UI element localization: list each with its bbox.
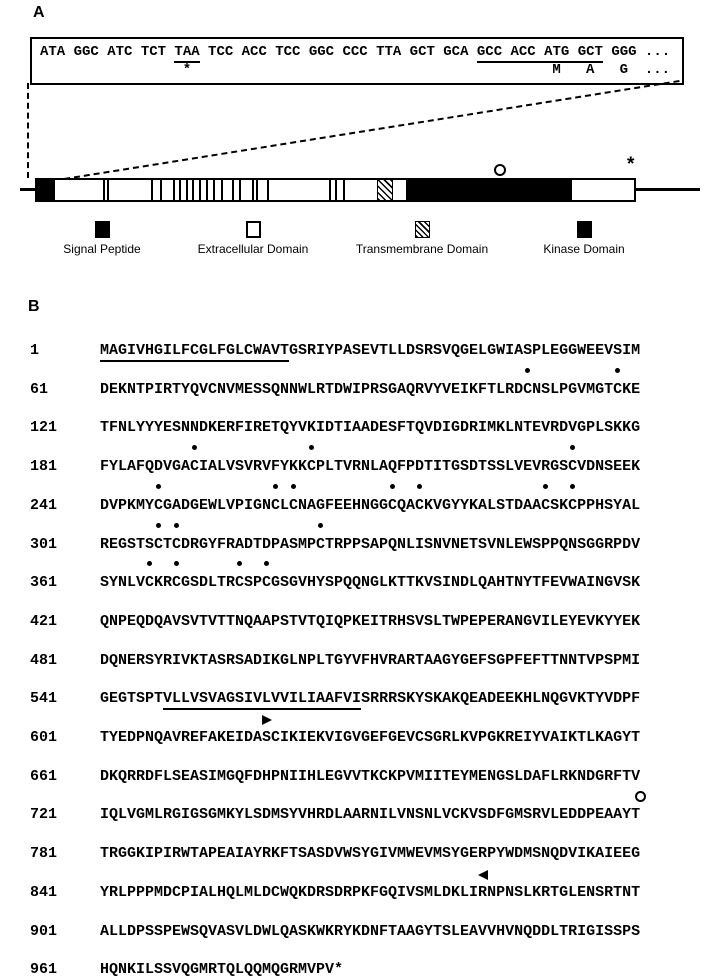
open-circle-marker <box>494 164 506 176</box>
residue-number: 541 <box>30 690 58 708</box>
amino-acid-sequence: HQNKILSSVQGMRTQLQQMQGRMVPV* <box>100 961 344 979</box>
signal-peptide-segment <box>37 180 55 200</box>
right-arrowhead-marker <box>262 715 272 725</box>
cysteine-stripe <box>256 180 258 200</box>
cysteine-stripe <box>213 180 215 200</box>
sequence-row-601 <box>0 729 715 755</box>
sequence-row-841 <box>0 884 715 910</box>
cysteine-stripe <box>199 180 201 200</box>
cysteine-stripe <box>186 180 188 200</box>
sequence-row-1 <box>0 342 715 368</box>
cysteine-dot-marker <box>615 368 620 373</box>
cysteine-stripe <box>192 180 194 200</box>
sequence-row-361 <box>0 574 715 600</box>
sequence-row-301 <box>0 536 715 562</box>
residue-number: 601 <box>30 729 58 746</box>
amino-acid-sequence: QNPEQDQAVSVTVTTNQAAPSTVTQIQPKEITRHSVSLTWPEPERANGVILEYEVKYYEK <box>100 612 641 630</box>
residue-number: 1 <box>30 342 40 359</box>
cysteine-stripe <box>160 180 162 200</box>
black-swatch-icon <box>95 221 110 238</box>
dna-underlined-codon: GCC ACC ATG GCT <box>477 44 603 63</box>
translation-residue-label: G <box>619 62 628 78</box>
residue-number: 961 <box>30 961 58 979</box>
amino-acid-sequence: REGSTSCTCDRGYFRADTDPASMPCTRPPSAPQNLISNVNETSVNLEWSPPQNSGGRPDV <box>100 535 641 553</box>
legend-item-signal-peptide <box>17 221 187 256</box>
sequence-row-961 <box>0 961 715 979</box>
cysteine-stripe <box>267 180 269 200</box>
legend-label: Transmembrane Domain <box>355 242 489 256</box>
underlined-domain-sequence: MAGIVHGILFCGLFGLCWAVT <box>100 342 289 362</box>
cysteine-stripe <box>335 180 337 200</box>
cysteine-stripe <box>232 180 234 200</box>
cysteine-dot-marker <box>309 445 314 450</box>
amino-acid-sequence: SYNLVCKRCGSDLTRCSPCGSGVHYSPQQNGLKTTKVSINDLQAHTNYTFEVWAINGVSK <box>100 574 641 592</box>
cysteine-dot-marker <box>417 484 422 489</box>
cysteine-stripe <box>239 180 241 200</box>
amino-acid-sequence: GEGTSPTVLLVSVAGSIVLVVILIAAFVISRRRSKYSKAKQEADEEKHLNQGVKTYVDPF <box>100 690 640 707</box>
amino-acid-sequence: TRGGKIPIRWTAPEAIAYRKFTSASDVWSYGIVMWEVMSYGERPYWDMSNQDVIKAIEEG <box>100 845 641 863</box>
sequence-row-781 <box>0 845 715 871</box>
panel-a-label: A <box>33 4 45 21</box>
cysteine-stripe <box>173 180 175 200</box>
amino-acid-sequence: TFNLYYYESNNDKERFIRETQYVKIDTIAADESFTQVDIGDRIMKLNTEVRDVGPLSKKG <box>100 419 641 437</box>
cysteine-dot-marker <box>273 484 278 489</box>
cysteine-dot-marker <box>147 561 152 566</box>
dna-codon-run: TCC ACC TCC GGC CCC TTA GCT GCA <box>199 44 477 60</box>
sequence-row-421 <box>0 613 715 639</box>
legend-label: Kinase Domain <box>543 242 625 256</box>
stop-codon-asterisk: * <box>182 62 192 78</box>
panel-b-label: B <box>28 298 40 315</box>
dashed-connector-diagonal <box>64 80 680 180</box>
dna-codon-run: GGG ... <box>602 44 671 60</box>
legend-item-transmembrane-domain <box>337 221 507 256</box>
legend-item-extracellular-domain <box>168 221 338 256</box>
residue-number: 121 <box>30 419 58 437</box>
dna-sequence-box <box>30 37 684 85</box>
residue-number: 721 <box>30 806 58 824</box>
amino-acid-sequence: DEKNTPIRTYQVCNVMESSQNNWLRTDWIPRSGAQRVYVEIKFTLRDCNSLPGVMGTCKE <box>100 380 641 398</box>
cysteine-dot-marker <box>174 561 179 566</box>
residue-number: 241 <box>30 496 58 514</box>
cysteine-stripe <box>151 180 153 200</box>
cysteine-stripe <box>179 180 181 200</box>
sequence-row-481 <box>0 652 715 678</box>
transmembrane-segment <box>377 180 393 200</box>
cysteine-dot-marker <box>192 445 197 450</box>
residue-number: 421 <box>30 612 58 630</box>
amino-acid-sequence: FYLAFQDVGACIALVSVRVFYKKCPLTVRNLAQFPDTITGSDTSSLVEVRGSCVDNSEEK <box>100 458 641 476</box>
legend-label: Signal Peptide <box>63 242 141 256</box>
amino-acid-sequence: DVPKMYCGADGEWLVPIGNCLCNAGFEEHNGGCQACKVGYYKALSTDAACSKCPPHSYAL <box>100 496 641 514</box>
dna-nucleotide-line <box>40 44 670 60</box>
amino-acid-sequence: MAGIVHGILFCGLFGLCWAVTGSRIYPASEVTLLDSRSVQGELGWIASPLEGGWEEVSIM <box>100 342 640 359</box>
cysteine-stripe <box>343 180 345 200</box>
amino-acid-sequence: DKQRRDFLSEASIMGQFDHPNIIHLEGVVTKCKPVMIITEYMENGSLDAFLRKNDGRFTV <box>100 767 641 785</box>
cysteine-dot-marker <box>291 484 296 489</box>
kinase-segment <box>406 180 572 200</box>
residue-number: 301 <box>30 535 58 553</box>
hatched-swatch-icon <box>415 221 430 238</box>
residue-number: 781 <box>30 845 58 863</box>
cysteine-stripe <box>103 180 105 200</box>
cysteine-dot-marker <box>174 523 179 528</box>
sequence-row-901 <box>0 923 715 949</box>
cysteine-dot-marker <box>390 484 395 489</box>
sequence-row-541 <box>0 690 715 716</box>
residue-number: 661 <box>30 767 58 785</box>
cysteine-stripe <box>107 180 109 200</box>
dna-codon-run: ATA GGC ATC TCT <box>40 44 175 60</box>
residue-number: 841 <box>30 883 58 901</box>
residue-number: 61 <box>30 380 49 398</box>
cysteine-stripe <box>329 180 331 200</box>
translation-residue-label: A <box>586 62 595 78</box>
residue-number: 481 <box>30 651 58 669</box>
cysteine-dot-marker <box>543 484 548 489</box>
amino-acid-sequence: IQLVGMLRGIGSGMKYLSDMSYVHRDLAARNILVNSNLVCKVSDFGMSRVLEDDPEAAYT <box>100 806 641 824</box>
residue-number: 181 <box>30 458 58 476</box>
translation-residue-label: ... <box>644 62 671 78</box>
cysteine-dot-marker <box>156 484 161 489</box>
cysteine-stripe <box>206 180 208 200</box>
amino-acid-sequence: YRLPPPMDCPIALHQLMLDCWQKDRSDRPKFGQIVSMLDKLIRNPNSLKRTGLENSRTNT <box>100 883 641 901</box>
cysteine-dot-marker <box>570 484 575 489</box>
cysteine-dot-marker <box>570 445 575 450</box>
amino-acid-sequence: ALLDPSSPEWSQVASVLDWLQASKWKRYKDNFTAAGYTSLEAVVHVNQDDLTRIGISSPS <box>100 922 641 940</box>
open-circle-residue-marker <box>635 791 646 802</box>
protein-domain-bar <box>35 178 636 202</box>
black-swatch-icon <box>577 221 592 238</box>
sequence-row-241 <box>0 497 715 523</box>
white-swatch-icon <box>246 221 261 238</box>
cysteine-stripe <box>221 180 223 200</box>
dashed-connector-left <box>27 83 29 178</box>
cysteine-dot-marker <box>318 523 323 528</box>
translation-residue-label: M <box>552 62 561 78</box>
left-arrowhead-marker <box>478 870 488 880</box>
amino-acid-sequence: TYEDPNQAVREFAKEIDASCIKIEKVIGVGEFGEVCSGRLKVPGKREIYVAIKTLKAGYT <box>100 729 641 746</box>
legend-label: Extracellular Domain <box>197 242 309 256</box>
sequence-row-61 <box>0 381 715 407</box>
legend-item-kinase-domain <box>499 221 669 256</box>
cysteine-dot-marker <box>525 368 530 373</box>
cysteine-dot-marker <box>156 523 161 528</box>
residue-number: 901 <box>30 922 58 940</box>
asterisk-marker: * <box>627 154 635 175</box>
amino-acid-sequence: DQNERSYRIVKTASRSADIKGLNPLTGYVFHVRARTAAGYGEFSGPFEFTTNNTVPSPMI <box>100 651 641 669</box>
cysteine-stripe <box>252 180 254 200</box>
sequence-row-721 <box>0 806 715 832</box>
sequence-row-121 <box>0 419 715 445</box>
underlined-domain-sequence: VLLVSVAGSIVLVVILIAAFVI <box>163 690 361 710</box>
sequence-row-661 <box>0 768 715 794</box>
cysteine-dot-marker <box>264 561 269 566</box>
residue-number: 361 <box>30 574 58 592</box>
dna-underlined-codon: TAA <box>174 44 199 63</box>
sequence-row-181 <box>0 458 715 484</box>
cysteine-dot-marker <box>237 561 242 566</box>
